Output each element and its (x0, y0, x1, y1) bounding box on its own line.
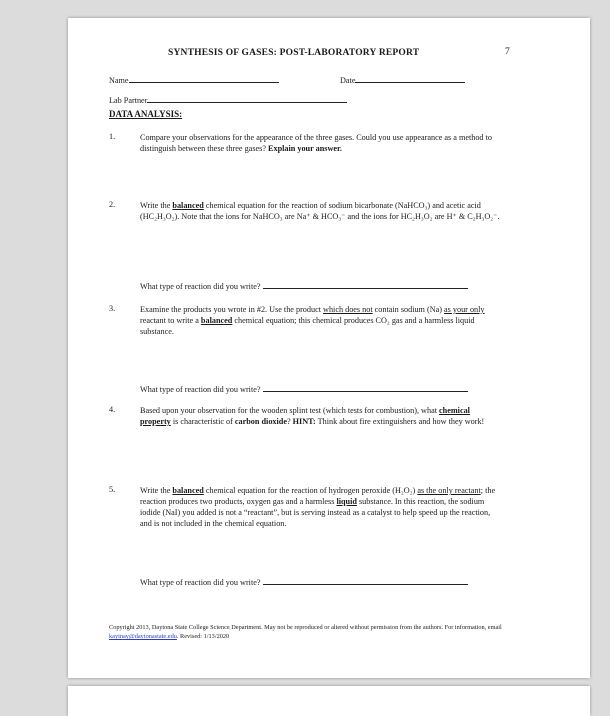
question-3-number: 3. (109, 304, 116, 313)
question-2-number: 2. (109, 200, 116, 209)
question-5-prompt: What type of reaction did you write? (140, 576, 468, 587)
question-3-answer-blank[interactable] (263, 383, 468, 392)
copyright-footer: Copyright 2013, Daytona State College Science Department. May not be reproduced or altered without permission from the authors. For information, email kayinay@daytonastate.edu. Revised: 1/13/2020 (109, 624, 502, 640)
name-field (109, 74, 279, 85)
question-5-number: 5. (109, 485, 116, 494)
question-1-text: Compare your observations for the appearance of the three gases. Could you use appearance as a method to distinguish between these three gases? Explain your answer. (140, 133, 492, 153)
question-5-answer-blank[interactable] (263, 576, 468, 585)
name-label: Name (109, 76, 129, 85)
date-field (340, 74, 465, 85)
date-label: Date (340, 76, 356, 85)
worksheet-page (68, 18, 590, 678)
section-title: DATA ANALYSIS: (109, 109, 183, 119)
question-4-text: Based upon your observation for the wooden splint test (which tests for combustion), what chemical property is characteristic of carbon dioxide? HINT: Think about fire extinguishers and how they work! (140, 406, 485, 426)
page-title: SYNTHESIS OF GASES: POST-LABORATORY REPORT (168, 48, 420, 58)
next-page-edge (68, 686, 590, 716)
question-3-prompt: What type of reaction did you write? (140, 383, 468, 394)
date-blank[interactable] (355, 74, 465, 83)
question-3-text: Examine the products you wrote in #2. Use the product which does not contain sodium (Na) as your only reactant to write a balanced chemical equation; this chemical produces CO₂ gas and a harmless liquid substance. (140, 305, 485, 336)
question-5-text: Write the balanced chemical equation for the reaction of hydrogen peroxide (H₂O₂) as the only reactant; the reaction produces two products, oxygen gas and a harmless liquid substance. In this reaction, the sodium iodide (NaI) you added is not a “reactant”, but is serving instead as a catalyst to help speed up the reaction, and is not included in the chemical equation. (140, 486, 496, 528)
question-4-number: 4. (109, 405, 116, 414)
question-2-answer-blank[interactable] (263, 280, 468, 289)
question-1-number: 1. (109, 132, 116, 141)
name-blank[interactable] (129, 74, 279, 83)
contact-email-link[interactable]: kayinay@daytonastate.edu (109, 633, 177, 640)
question-2-prompt: What type of reaction did you write? (140, 280, 468, 291)
question-2-text: Write the balanced chemical equation for the reaction of sodium bicarbonate (NaHCO₃) and acetic acid (HC₂H₃O₂). Note that the ions for NaHCO₃ are Na⁺ & HCO₃⁻ and the ions for HC₂H₃O₂ are H⁺ & C₂H₃O₂⁻. (140, 201, 500, 221)
lab-partner-label: Lab Partner (109, 96, 148, 105)
page-number: 7 (505, 47, 510, 57)
lab-partner-blank[interactable] (147, 94, 347, 103)
lab-partner-field (109, 94, 347, 105)
